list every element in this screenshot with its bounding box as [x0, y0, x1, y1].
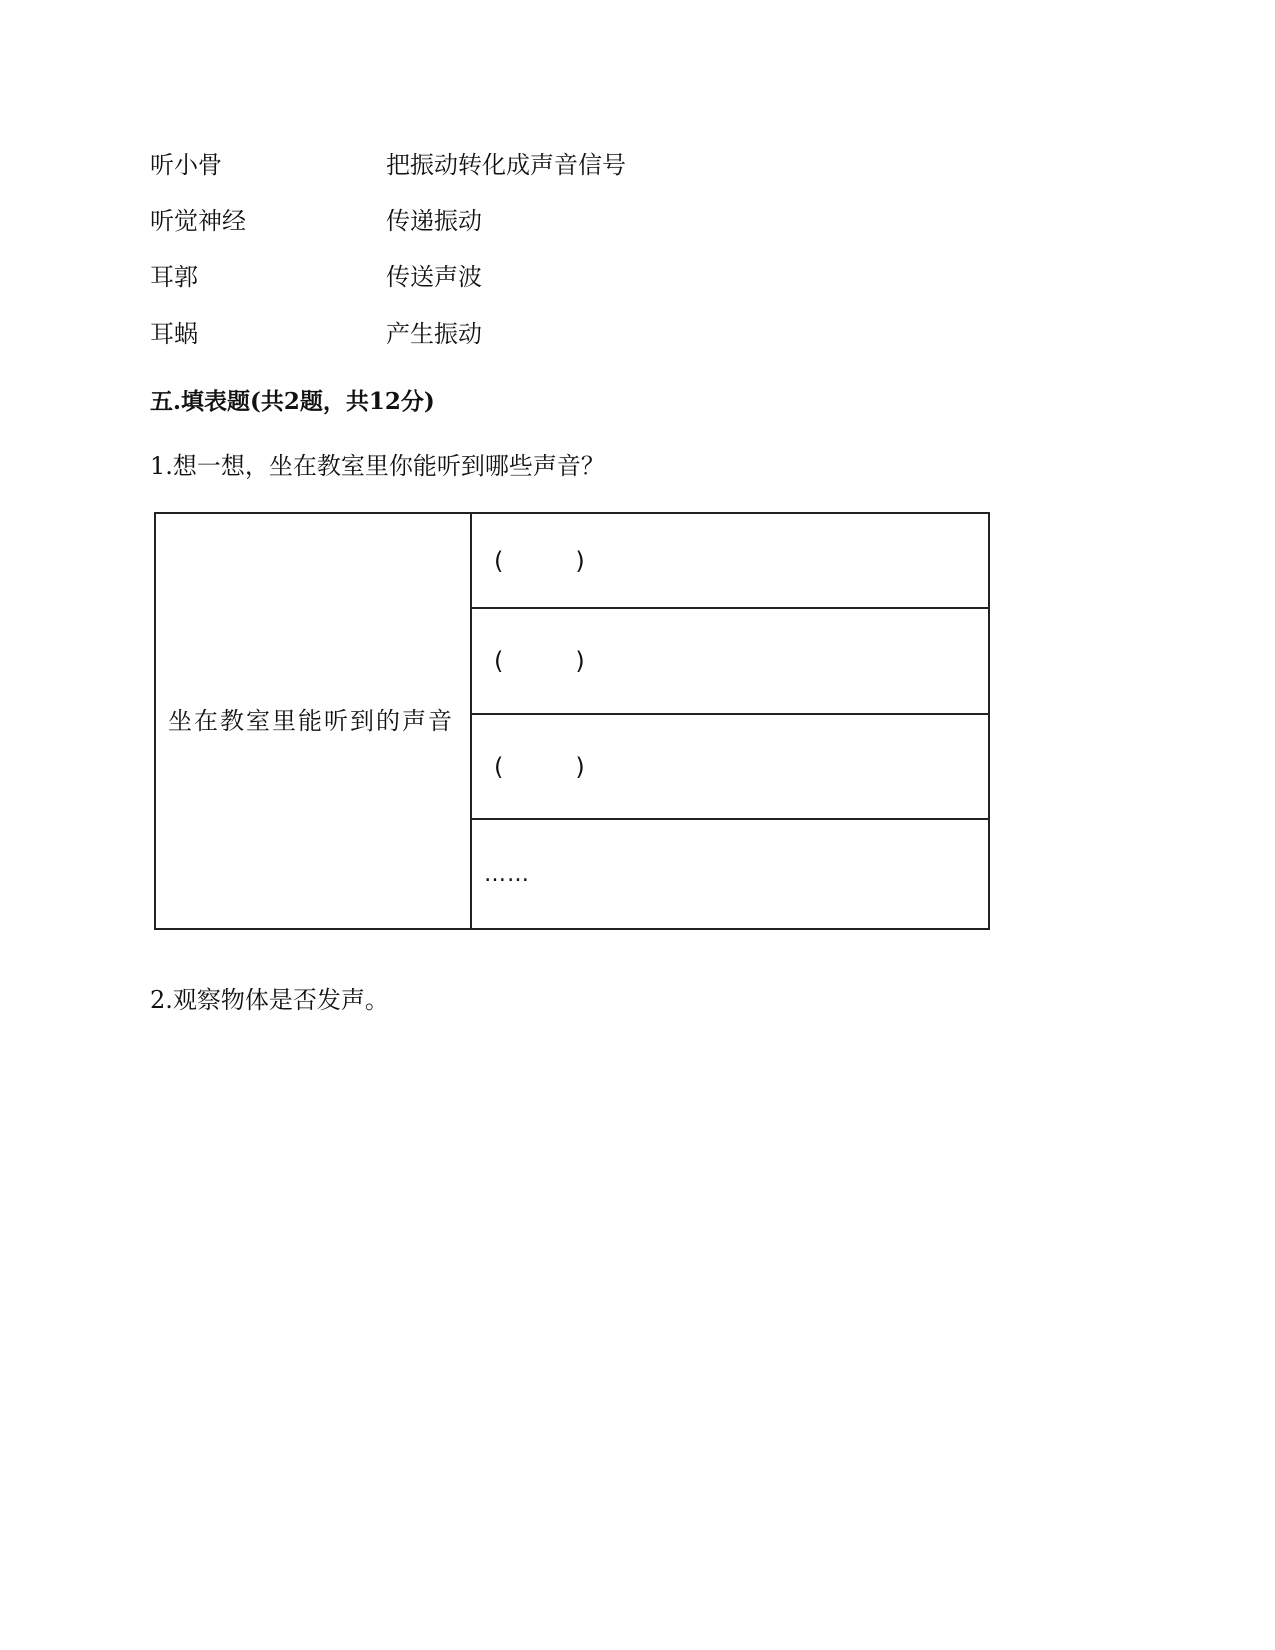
open-paren: (: [494, 647, 504, 675]
match-left-item: 听觉神经: [150, 207, 246, 235]
match-right-item: 把振动转化成声音信号: [386, 151, 626, 179]
section-heading: 五.填表题(共2题，共12分): [150, 388, 435, 415]
close-paren: ): [575, 546, 585, 575]
match-row-1: [150, 150, 750, 180]
blank-answer-cell[interactable]: [471, 714, 989, 819]
fill-in-table: [154, 512, 990, 930]
match-left-item: 耳蜗: [150, 320, 198, 348]
blank-answer-cell[interactable]: [471, 513, 989, 608]
match-row-4: [150, 319, 750, 349]
match-left-item: 耳郭: [150, 263, 198, 291]
question-1: 1.想一想，坐在教室里你能听到哪些声音？: [150, 452, 605, 480]
table-row: [155, 513, 989, 608]
match-left-item: 听小骨: [150, 151, 222, 179]
question-2: 2.观察物体是否发声。: [150, 986, 389, 1014]
ellipsis-cell: ……: [471, 819, 989, 929]
match-row-3: [150, 262, 750, 292]
close-paren: ): [575, 647, 585, 675]
blank-answer-cell[interactable]: [471, 608, 989, 714]
open-paren: (: [494, 546, 504, 575]
close-paren: ): [575, 752, 585, 781]
match-row-2: [150, 206, 750, 236]
open-paren: (: [494, 752, 504, 781]
match-right-item: 传递振动: [386, 207, 482, 235]
table-label-cell: 坐在教室里能听到的声音: [155, 513, 471, 929]
match-right-item: 传送声波: [386, 263, 482, 291]
match-right-item: 产生振动: [386, 320, 482, 348]
